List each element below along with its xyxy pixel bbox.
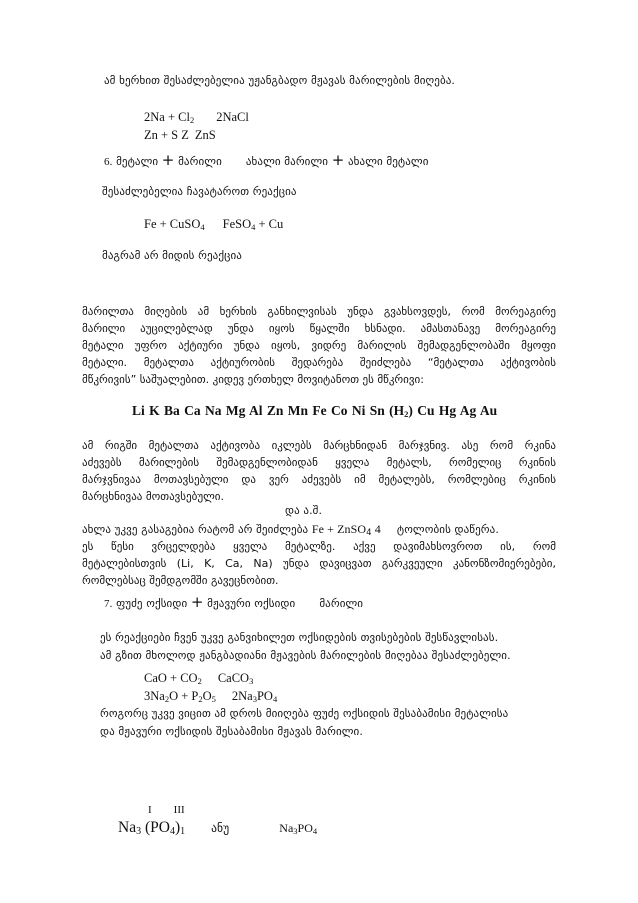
eq1-left-sub: 2 [189,115,195,125]
activity-series-main: Li K Ba Ca Na Mg Al Zn Mn Fe Co Ni Sn (H [132,403,405,418]
formula-sub-2: 4 [169,826,175,837]
paragraph-2-line-1: ამ რიგში მეტალთა აქტივობა იკლებს მარცხნიდან მარჯვნივ. ასე რომ რკინა [82,439,556,452]
eq3-right-sub: 4 [251,222,256,232]
formula-sub-1: 3 [136,826,142,837]
item-6-number: 6. [104,156,113,168]
eq5-mid-2: O [202,689,212,703]
formula-close: ) [174,819,181,836]
possible-line: შესაძლებელია ჩავატაროთ რეაქცია [102,185,297,198]
activity-series-sub: 2 [404,409,409,419]
item-6-metal: მეტალი [116,155,159,168]
item-7-plus: + [190,593,204,611]
formula-sub-3: 1 [180,826,186,837]
eq3-left: Fe + CuSO [144,217,201,231]
item-7-acidic-oxide: მჟავური ოქსიდი [207,597,296,610]
eq5-right-2: PO [256,689,273,703]
eq5-sub-3: 5 [211,694,216,704]
paragraph-3-line-1: ეს წესი ვრცელდება ყველა მეტალზე. აქვე დავიმახსოვროთ ის, რომ [82,540,556,553]
now-formula-sub: 4 [366,528,372,538]
item-6-plus-2: + [331,151,345,169]
eq3-left-sub: 4 [200,222,205,232]
item-6-line [104,152,429,170]
paragraph-4-line-2: ამ გზით მხოლოდ ჟანგბადიანი მჟავების მარილების მიღებაა შესაძლებელი. [100,649,511,662]
valence-i: I [148,804,152,816]
now-number: 4 [371,522,381,536]
item-7-basic-oxide: ფუძე ოქსიდი [116,597,188,610]
eq5-right: 2Na [231,689,253,703]
formula-result-po: PO [297,821,313,835]
formula-result-sub-2: 4 [312,826,318,836]
paragraph-2-line-3: მარჯვნივაა მოთავსებული და ვერ აძევებს იმ მეტალებს, რომლებიც რკინის [82,473,556,486]
equation-zn-s [144,127,216,143]
eq1-left: 2Na + Cl [144,110,190,124]
item-7-number: 7. [104,598,113,610]
equation-cao-co2 [144,670,253,689]
paragraph-1-line-4: მეტალი. მეტალთა აქტიურობის შედარება შეიძლება “მეტალთა აქტივობის [82,356,556,369]
activity-series-end: ) Cu Hg Ag Au [408,403,498,418]
paragraph-4-line-1: ეს რეაქციები ჩვენ უკვე განვიხილეთ ოქსიდების თვისებების შესწავლისას. [100,631,499,644]
formula-result-sub-1: 3 [293,826,298,836]
eq3-right-end: + Cu [255,217,284,231]
item-6-new-salt: ახალი მარილი [245,155,329,168]
paragraph-2-line-4: მარცხნივაა მოთავსებული. [82,490,224,503]
paragraph-1-line-5: მწკრივის” საშუალებით. კიდევ ერთხელ მოვიტანოთ ეს მწკრივი: [82,373,424,386]
formula-result: Na [279,821,294,835]
eq5-sub-5: 4 [272,694,278,704]
eq5-sub-1: 2 [164,694,170,704]
formula-or: ანუ [211,821,230,835]
eq4-right-sub: 3 [249,676,254,686]
activity-series [132,403,497,422]
formula-na: Na [118,819,137,836]
valence-iii: III [173,804,185,816]
item-6-plus-1: + [161,151,175,169]
equation-2na-cl2 [144,109,249,128]
valence-labels [148,802,185,818]
eq1-right: 2NaCl [216,110,249,124]
paragraph-3-line-3: რომლებსაც შემდგომში გავეცნობით. [82,574,279,587]
paragraph-5-line-1: როგორც უკვე ვიცით ამ დროს მიიღება ფუძე ოქსიდის შესაბამისი მეტალისა [100,707,509,720]
eq5-sub-2: 2 [198,694,203,704]
paragraph-1-line-3: მეტალი უფრო აქტიური უნდა იყოს, ვიდრე მარილის შემადგენლობაში მყოფი [82,339,556,352]
eq2-right: ZnS [194,128,216,142]
now-formula: Fe + ZnSO [311,522,367,536]
paragraph-2-line-2: აძევებს მარილების შემადგენლობიდან ყველა მეტალს, რომელიც რკინის [82,456,556,469]
formula-sodium-phosphate [118,820,317,840]
now-text: ახლა უკვე გასაგებია რატომ არ შეიძლება [82,523,312,536]
now-text-end: ტოლობის დაწერა. [396,523,499,536]
eq5-left: 3Na [144,689,165,703]
eq2-left: Zn + S Z [144,128,189,142]
paragraph-1-line-2: მარილი აუცილებლად უნდა იყოს წყალში ხსნადი. ამასთანავე მორეაგირე [82,322,556,335]
item-6-salt: მარილი [178,155,222,168]
paragraph-3-line-2: მეტალებისთვის (Li, K, Ca, Na) უნდა დავიცვათ გარკვეული კანონზომიერებები, [82,557,556,570]
paragraph-5-line-2: და მჟავური ოქსიდის შესაბამისი მჟავას მარილი. [100,725,363,738]
eq4-left: CaO + CO [144,671,198,685]
etc-line: და ა.შ. [285,504,323,517]
eq4-left-sub: 2 [197,676,202,686]
intro-line: ამ ხერხით შესაძლებელია უჟანგბადო მჟავას მარილების მიღება. [104,74,456,87]
formula-po: (PO [141,819,170,836]
eq3-right: FeSO [222,217,252,231]
eq4-right: CaCO [217,671,250,685]
item-7-line [104,594,363,612]
equation-fe-cuso4 [144,216,283,235]
item-6-new-metal: ახალი მეტალი [347,155,429,168]
item-7-salt: მარილი [319,597,364,610]
but-line: მაგრამ არ მიდის რეაქცია [102,249,242,262]
equation-na2o-p2o5 [144,688,277,707]
paragraph-1-line-1: მარილთა მიღების ამ ხერხის განხილვისას უნდა გვახსოვდეს, რომ მორეაგირე [82,305,556,318]
eq5-sub-4: 3 [252,694,257,704]
eq5-mid: O + P [169,689,199,703]
